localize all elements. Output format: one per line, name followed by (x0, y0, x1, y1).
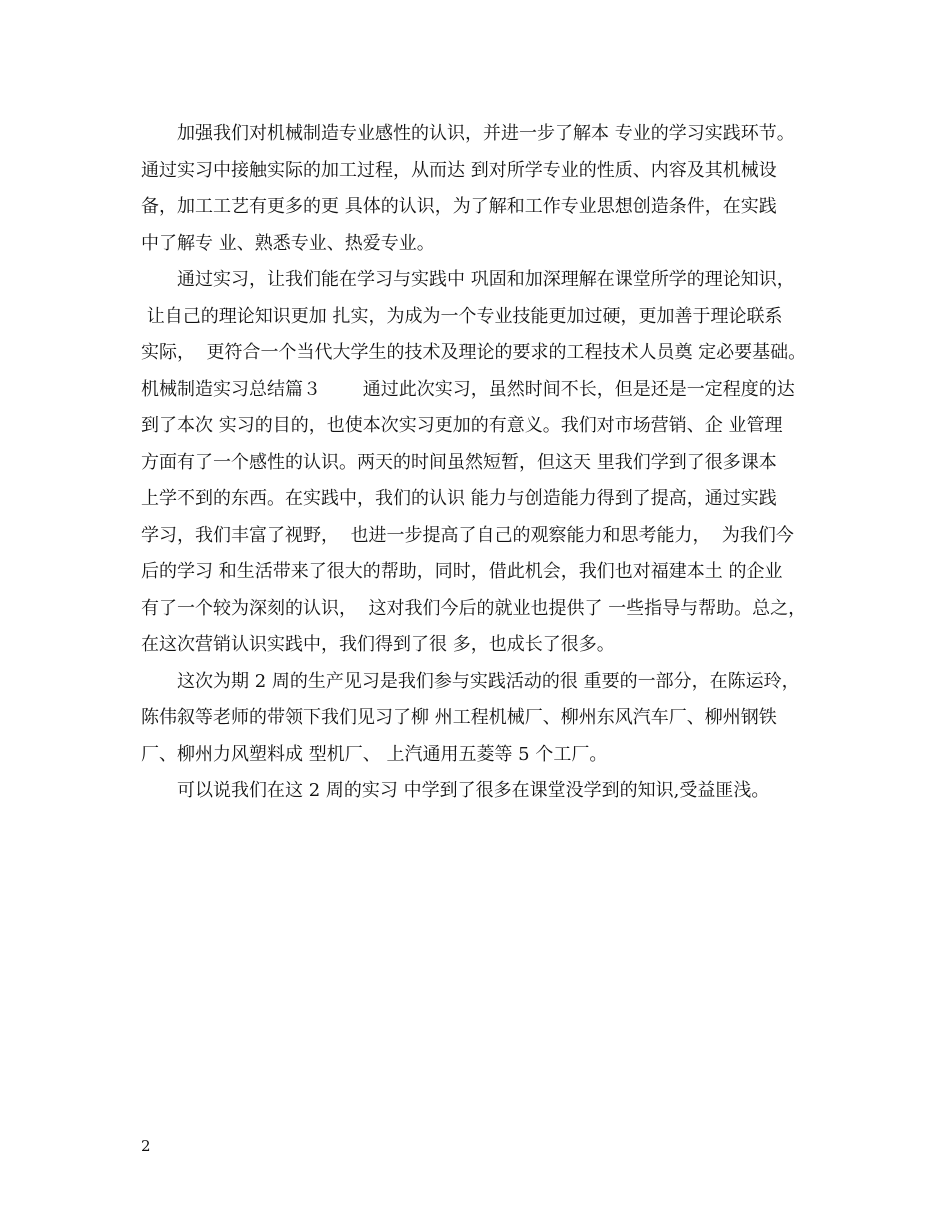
text-line: 机械制造实习总结篇３ 通过此次实习，虽然时间不长，但是还是一定程度的达 (141, 378, 795, 400)
text-line: 实际， 更符合一个当代大学生的技术及理论的要求的工程技术人员奠 定必要基础。 (141, 342, 807, 363)
text-line: 通过实习中接触实际的加工过程，从而达 到对所学专业的性质、内容及其机械设 (141, 159, 777, 181)
text-line: 这次为期 2 周的生产见习是我们参与实践活动的很 重要的一部分，在陈运玲， (141, 670, 800, 692)
text-line: 可以说我们在这 2 周的实习 中学到了很多在课堂没学到的知识,受益匪浅。 (141, 780, 770, 801)
text-line: 陈伟叙等老师的带领下我们见习了柳 州工程机械厂、柳州东风汽车厂、柳州钢铁 (141, 707, 777, 728)
text-line: 通过实习，让我们能在学习与实践中 巩固和加深理解在课堂所学的理论知识， (141, 269, 795, 290)
text-line: 备，加工工艺有更多的更 具体的认识，为了解和工作专业思想创造条件，在实践 (141, 196, 777, 217)
text-line: 厂、柳州力风塑料成 型机厂、 上汽通用五菱等 5 个工厂。 (141, 743, 608, 765)
text-line: 方面有了一个感性的认识。两天的时间虽然短暂，但这天 里我们学到了很多课本 (141, 451, 777, 473)
text-line: 学习，我们丰富了视野， 也进一步提高了自己的观察能力和思考能力， 为我们今 (141, 524, 794, 546)
text-line: 上学不到的东西。在实践中，我们的认识 能力与创造能力得到了提高，通过实践 (141, 488, 777, 509)
text-line: 加强我们对机械制造专业感性的认识，并进一步了解本 专业的学习实践环节。 (141, 123, 795, 144)
page-number: 2 (141, 1137, 151, 1155)
text-line: 后的学习 和生活带来了很大的帮助，同时，借此机会，我们也对福建本土 的企业 (141, 561, 783, 582)
body-text (141, 116, 841, 810)
text-line: 有了一个较为深刻的认识， 这对我们今后的就业也提供了 一些指导与帮助。总之， (141, 597, 807, 619)
text-line: 中了解专 业、熟悉专业、热爱专业。 (141, 232, 435, 254)
text-line: 到了本次 实习的目的，也使本次实习更加的有意义。我们对市场营销、企 业管理 (141, 415, 783, 436)
text-line: 让自己的理论知识更加 扎实，为成为一个专业技能更加过硬，更加善于理论联系 (141, 305, 783, 327)
text-line: 在这次营销认识实践中，我们得到了很 多，也成长了很多。 (141, 634, 615, 655)
